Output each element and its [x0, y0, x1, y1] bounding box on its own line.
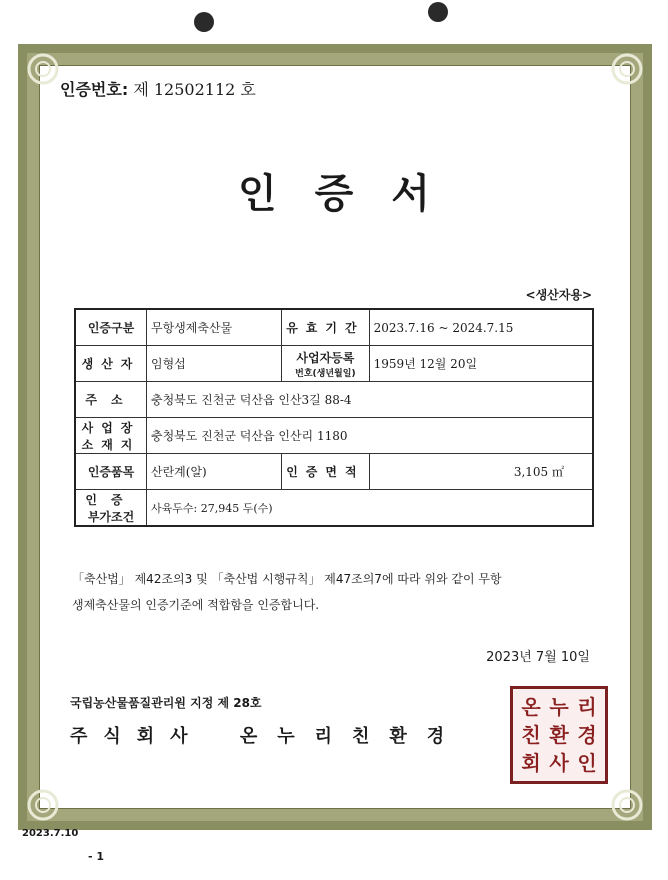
producer-label: 생산자 [75, 346, 147, 382]
cert-condition-label [75, 490, 147, 527]
seal-char: 누 [549, 695, 569, 719]
cert-item-value: 산란계(알) [147, 454, 282, 490]
punch-hole-left [194, 12, 214, 32]
certificate-info-table [74, 308, 594, 527]
cert-condition-label-line1: 인증 [85, 492, 137, 507]
corner-ornament-bottom-left-icon [24, 786, 62, 824]
certificate-number-value: 제 12502112 호 [133, 80, 256, 99]
issuer-company [70, 722, 464, 748]
address-label: 주소 [75, 382, 147, 418]
issuer-designation: 국립농산물품질관리원 지정 제 28호 [70, 696, 262, 710]
table-row [75, 454, 593, 490]
cert-area-label: 인증면적 [282, 454, 369, 490]
table-row [75, 418, 593, 454]
business-number-label-line1: 사업자등록 [296, 350, 355, 365]
seal-char: 사 [549, 751, 569, 775]
business-number-label [282, 346, 369, 382]
issue-date: 2023년 7월 10일 [486, 650, 590, 665]
seal-char: 친 [521, 723, 541, 747]
seal-char: 리 [577, 695, 597, 719]
cert-condition-value: 사육두수: 27,945 두(수) [147, 490, 594, 527]
statement-line-1: 「축산법」 제42조의3 및 「축산법 시행규칙」 제47조의7에 따라 위와 같이 무항 [72, 572, 502, 586]
certificate-number-label: 인증번호: [60, 80, 129, 99]
cert-condition-label-line2: 부가조건 [87, 509, 135, 524]
table-row [75, 346, 593, 382]
footer-date: 2023.7.10 [22, 828, 79, 839]
certificate-number [60, 77, 256, 100]
corner-ornament-top-right-icon [608, 50, 646, 88]
table-row [75, 309, 593, 346]
certificate-subtype: <생산자용> [525, 288, 592, 302]
site-address-label [75, 418, 147, 454]
producer-value: 임형섭 [147, 346, 282, 382]
seal-char: 경 [577, 723, 597, 747]
business-number-label-line2: 번호(생년월일) [295, 368, 356, 379]
table-row [75, 490, 593, 527]
cert-type-label: 인증구분 [75, 309, 147, 346]
cert-type-value: 무항생제축산물 [147, 309, 282, 346]
validity-label: 유효기간 [282, 309, 369, 346]
punch-hole-right [428, 2, 448, 22]
company-name: 온누리친환경 [239, 726, 465, 747]
validity-value: 2023.7.16 ~ 2024.7.15 [369, 309, 593, 346]
page-number: - 1 [88, 850, 105, 863]
seal-char: 환 [549, 723, 569, 747]
statement-line-2: 생제축산물의 인증기준에 적합함을 인증합니다. [72, 598, 320, 612]
business-number-value: 1959년 12월 20일 [369, 346, 593, 382]
page-title: 인증서 [238, 171, 468, 217]
corner-ornament-bottom-right-icon [608, 786, 646, 824]
seal-char: 온 [521, 695, 541, 719]
site-address-label-line1: 사업장 [81, 420, 141, 435]
table-row [75, 382, 593, 418]
official-seal-stamp [510, 686, 608, 784]
cert-item-label: 인증품목 [75, 454, 147, 490]
seal-char: 회 [521, 751, 541, 775]
certification-statement [72, 566, 612, 618]
site-address-value: 충청북도 진천군 덕산읍 인산리 1180 [147, 418, 594, 454]
seal-char: 인 [577, 751, 597, 775]
address-value: 충청북도 진천군 덕산읍 인산3길 88-4 [147, 382, 594, 418]
company-type: 주식회사 [70, 726, 204, 747]
site-address-label-line2: 소재지 [81, 437, 141, 452]
cert-area-value: 3,105 ㎡ [369, 454, 593, 490]
corner-ornament-top-left-icon [24, 50, 62, 88]
